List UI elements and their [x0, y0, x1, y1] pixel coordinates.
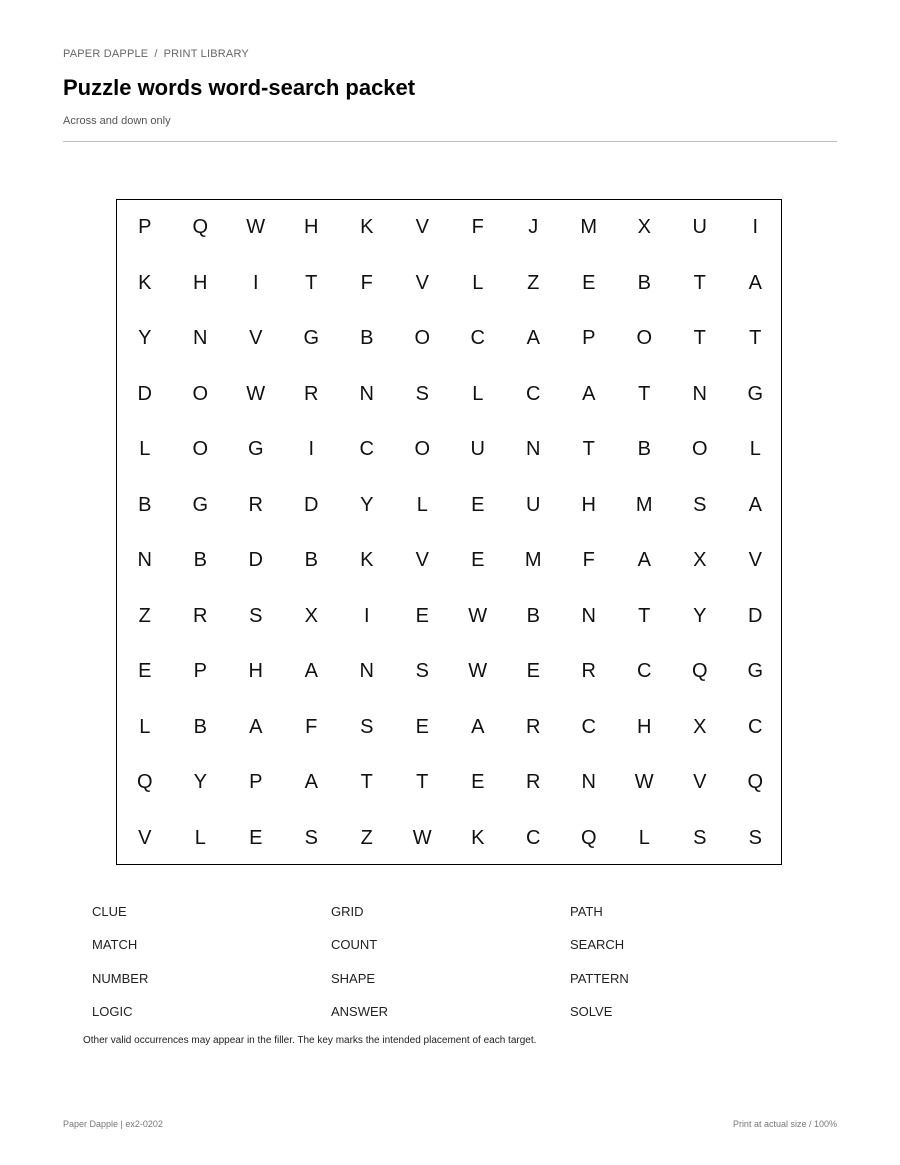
grid-letter: E: [471, 549, 485, 572]
grid-letter: B: [360, 327, 374, 350]
grid-letter: B: [193, 715, 207, 738]
grid-letter: Y: [138, 327, 152, 350]
grid-letter: L: [749, 438, 761, 461]
grid-letter: E: [526, 660, 540, 683]
grid-letter: X: [693, 715, 707, 738]
grid-letter: V: [249, 327, 263, 350]
grid-letter: R: [304, 382, 319, 405]
word-list-item: NUMBER: [92, 971, 149, 986]
grid-row: [117, 589, 781, 645]
grid-letter: Q: [192, 216, 209, 239]
grid-row: [117, 533, 781, 589]
word-list-item: PATH: [570, 904, 603, 919]
grid-letter: L: [472, 271, 484, 294]
grid-letter: U: [692, 216, 707, 239]
grid-letter: K: [471, 826, 485, 849]
grid-letter: R: [526, 771, 541, 794]
grid-letter: T: [638, 382, 651, 405]
grid-letter: W: [634, 771, 654, 794]
grid-row: [117, 478, 781, 534]
grid-letter: R: [526, 715, 541, 738]
grid-letter: M: [580, 216, 598, 239]
grid-letter: T: [305, 271, 318, 294]
word-list-item: SEARCH: [570, 937, 625, 952]
footer-id: Paper Dapple | ex2-0202: [63, 1119, 163, 1129]
word-list-item: SOLVE: [570, 1004, 613, 1019]
breadcrumb-separator: /: [154, 48, 158, 60]
grid-letter: O: [691, 438, 708, 461]
grid-letter: L: [638, 826, 650, 849]
grid-letter: L: [139, 438, 151, 461]
grid-letter: N: [193, 327, 208, 350]
grid-letter: V: [693, 771, 707, 794]
word-list-item: GRID: [331, 904, 364, 919]
grid-letter: C: [748, 715, 763, 738]
grid-letter: W: [468, 660, 488, 683]
grid-letter: Z: [527, 271, 540, 294]
grid-letter: H: [581, 493, 596, 516]
grid-row: [117, 422, 781, 478]
grid-letter: Y: [693, 604, 707, 627]
word-list-item: SHAPE: [331, 971, 376, 986]
grid-letter: G: [192, 493, 209, 516]
grid-letter: V: [415, 549, 429, 572]
grid-letter: B: [637, 271, 651, 294]
grid-letter: C: [470, 327, 485, 350]
grid-letter: I: [752, 216, 759, 239]
grid-letter: H: [193, 271, 208, 294]
grid-letter: N: [137, 549, 152, 572]
grid-row: [117, 311, 781, 367]
grid-letter: H: [248, 660, 263, 683]
grid-letter: K: [360, 549, 374, 572]
grid-letter: L: [194, 826, 206, 849]
header-divider: [63, 141, 837, 142]
grid-letter: S: [693, 826, 707, 849]
grid-letter: P: [193, 660, 207, 683]
grid-letter: T: [693, 271, 706, 294]
grid-letter: E: [471, 493, 485, 516]
grid-letter: A: [748, 271, 762, 294]
grid-letter: F: [582, 549, 595, 572]
grid-letter: J: [528, 216, 539, 239]
grid-letter: X: [693, 549, 707, 572]
grid-letter: S: [415, 660, 429, 683]
grid-letter: S: [748, 826, 762, 849]
grid-letter: C: [359, 438, 374, 461]
grid-letter: Z: [360, 826, 373, 849]
grid-letter: Q: [136, 771, 153, 794]
grid-letter: W: [412, 826, 432, 849]
grid-letter: E: [249, 826, 263, 849]
grid-letter: M: [524, 549, 542, 572]
grid-letter: F: [360, 271, 373, 294]
grid-letter: I: [252, 271, 259, 294]
grid-letter: V: [415, 216, 429, 239]
grid-letter: O: [192, 382, 209, 405]
grid-letter: T: [638, 604, 651, 627]
grid-letter: O: [414, 438, 431, 461]
word-list-item: COUNT: [331, 937, 378, 952]
grid-letter: Y: [360, 493, 374, 516]
grid-letter: R: [193, 604, 208, 627]
grid-letter: S: [415, 382, 429, 405]
grid-letter: D: [137, 382, 152, 405]
grid-letter: O: [192, 438, 209, 461]
grid-letter: V: [748, 549, 762, 572]
grid-row: [117, 200, 781, 256]
grid-letter: L: [472, 382, 484, 405]
grid-letter: B: [138, 493, 152, 516]
grid-letter: U: [526, 493, 541, 516]
grid-letter: T: [582, 438, 595, 461]
grid-letter: N: [359, 660, 374, 683]
grid-letter: B: [304, 549, 318, 572]
grid-letter: P: [249, 771, 263, 794]
grid-letter: A: [526, 327, 540, 350]
grid-row: [117, 644, 781, 700]
page-title: Puzzle words word-search packet: [63, 75, 416, 100]
grid-letter: D: [304, 493, 319, 516]
grid-letter: H: [304, 216, 319, 239]
grid-letter: S: [693, 493, 707, 516]
grid-letter: C: [581, 715, 596, 738]
grid-letter: X: [304, 604, 318, 627]
grid-letter: H: [637, 715, 652, 738]
grid-letter: C: [526, 826, 541, 849]
grid-letter: I: [363, 604, 370, 627]
grid-letter: R: [581, 660, 596, 683]
grid-row: [117, 256, 781, 312]
grid-letter: W: [246, 216, 266, 239]
grid-letter: S: [360, 715, 374, 738]
grid-letter: B: [193, 549, 207, 572]
grid-row: [117, 811, 781, 867]
grid-letter: O: [636, 327, 653, 350]
word-list-item: LOGIC: [92, 1004, 133, 1019]
grid-row: [117, 755, 781, 811]
grid-letter: N: [526, 438, 541, 461]
puzzle-note: Other valid occurrences may appear in the filler. The key marks the intended placement of each target.: [83, 1035, 537, 1046]
grid-letter: G: [747, 382, 764, 405]
grid-letter: S: [249, 604, 263, 627]
grid-letter: O: [414, 327, 431, 350]
grid-letter: T: [693, 327, 706, 350]
grid-row: [117, 367, 781, 423]
grid-letter: N: [581, 604, 596, 627]
grid-letter: G: [303, 327, 320, 350]
breadcrumb-site: PAPER DAPPLE: [63, 48, 149, 60]
grid-letter: W: [246, 382, 266, 405]
grid-letter: C: [526, 382, 541, 405]
grid-letter: M: [635, 493, 653, 516]
grid-letter: E: [582, 271, 596, 294]
grid-letter: T: [416, 771, 429, 794]
grid-letter: T: [749, 327, 762, 350]
grid-letter: A: [748, 493, 762, 516]
grid-letter: E: [138, 660, 152, 683]
grid-letter: D: [748, 604, 763, 627]
word-list-item: CLUE: [92, 904, 127, 919]
grid-letter: Q: [691, 660, 708, 683]
grid-letter: F: [471, 216, 484, 239]
breadcrumb: [63, 48, 249, 60]
word-list-item: ANSWER: [331, 1004, 389, 1019]
footer-print-hint: Print at actual size / 100%: [732, 1119, 837, 1129]
grid-letter: N: [359, 382, 374, 405]
grid-letter: N: [581, 771, 596, 794]
word-list-item: PATTERN: [570, 971, 629, 986]
grid-letter: E: [471, 771, 485, 794]
grid-letter: B: [526, 604, 540, 627]
grid-letter: N: [692, 382, 707, 405]
grid-letter: E: [415, 715, 429, 738]
grid-letter: A: [304, 771, 318, 794]
grid-letter: F: [305, 715, 318, 738]
grid-letter: D: [248, 549, 263, 572]
grid-letter: C: [637, 660, 652, 683]
grid-letter: W: [468, 604, 488, 627]
grid-letter: T: [360, 771, 373, 794]
grid-letter: V: [138, 826, 152, 849]
grid-letter: U: [470, 438, 485, 461]
grid-letter: B: [637, 438, 651, 461]
page-subtitle: Across and down only: [63, 115, 171, 127]
grid-letter: Q: [580, 826, 597, 849]
grid-letter: L: [416, 493, 428, 516]
grid-letter: A: [249, 715, 263, 738]
grid-row: [117, 700, 781, 756]
grid-letter: R: [248, 493, 263, 516]
grid-letter: A: [637, 549, 651, 572]
grid-letter: L: [139, 715, 151, 738]
breadcrumb-section: PRINT LIBRARY: [163, 48, 249, 60]
word-search-grid: [116, 199, 782, 865]
grid-letter: P: [582, 327, 596, 350]
grid-letter: I: [308, 438, 315, 461]
grid-letter: K: [360, 216, 374, 239]
word-list-item: MATCH: [92, 937, 138, 952]
grid-letter: V: [415, 271, 429, 294]
grid-letter: X: [637, 216, 651, 239]
grid-letter: G: [247, 438, 264, 461]
grid-letter: A: [582, 382, 596, 405]
grid-letter: S: [304, 826, 318, 849]
grid-letter: P: [138, 216, 152, 239]
grid-letter: Y: [193, 771, 207, 794]
grid-letter: G: [747, 660, 764, 683]
grid-letter: Z: [138, 604, 151, 627]
grid-letter: A: [471, 715, 485, 738]
grid-letter: E: [415, 604, 429, 627]
grid-letter: K: [138, 271, 152, 294]
grid-letter: A: [304, 660, 318, 683]
grid-letter: Q: [747, 771, 764, 794]
